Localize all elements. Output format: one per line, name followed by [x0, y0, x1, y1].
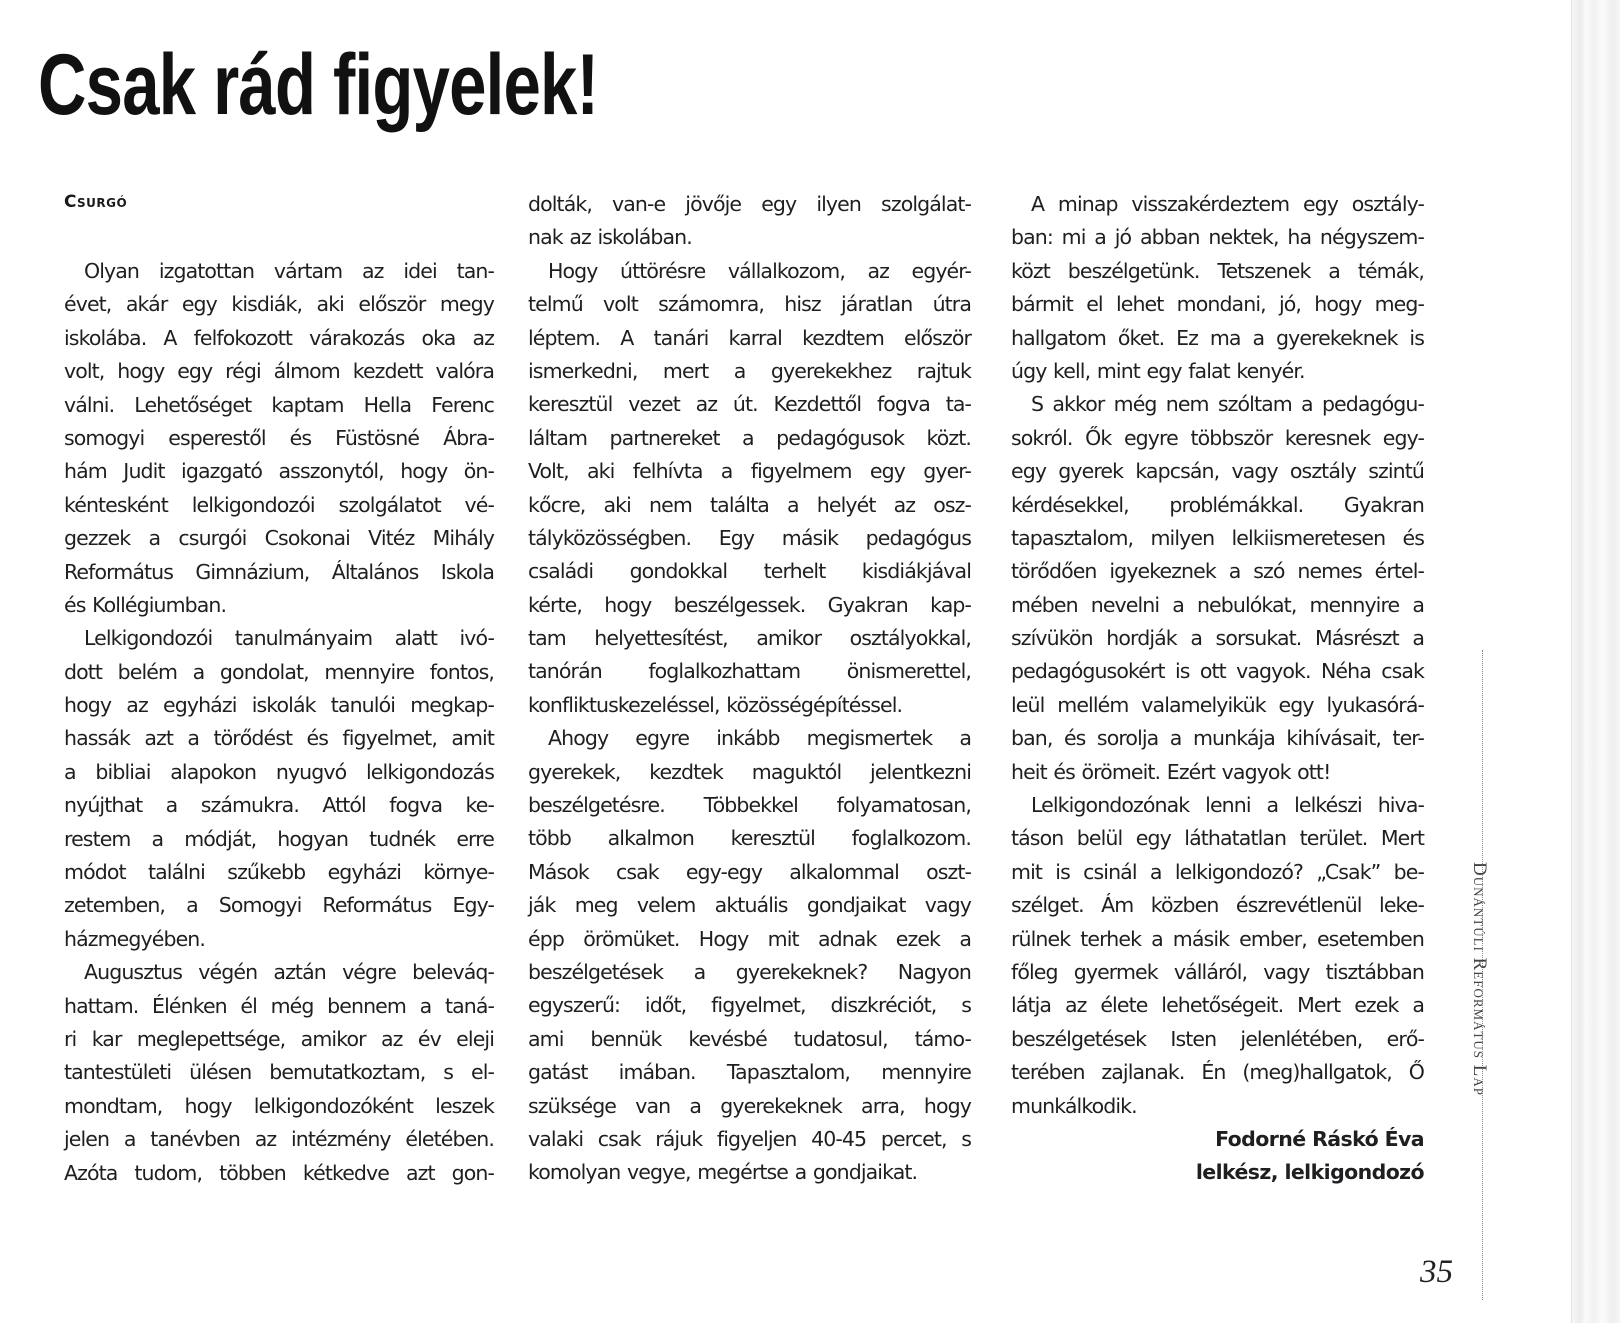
text-line: keresztül vezet az út. Kezdettől fogva ta-	[528, 392, 971, 417]
column-3-lines	[1011, 188, 1424, 1123]
text-line: kéntesként lelkigondozói szolgálatot vé-	[64, 492, 494, 517]
text-line: szívükön hordják a sorsukat. Másrészt a	[1011, 626, 1424, 651]
text-line: főleg gyermek válláról, vagy tisztábban	[1011, 959, 1424, 984]
running-title: Dunántúli Református Lap	[1469, 862, 1490, 1097]
text-line: somogyi esperestől és Füstösné Ábra-	[64, 425, 494, 450]
text-line: pedagógusokért is ott vagyok. Néha csak	[1011, 659, 1424, 684]
text-line: nak az iskolában.	[528, 225, 692, 250]
column-1	[64, 188, 494, 1190]
text-line: léptem. A tanári karral kezdtem először	[528, 325, 971, 350]
text-line: a bibliai alapokon nyugvó lelkigondozás	[64, 759, 494, 784]
text-line: kőcre, aki nem találta a helyét az osz-	[528, 492, 971, 517]
text-line: Lelkigondozói tanulmányaim alatt ivó-	[84, 626, 494, 651]
text-line: Azóta tudom, többen kétkedve azt gon-	[64, 1160, 494, 1185]
text-line: nyújthat a számukra. Attól fogva ke-	[64, 793, 494, 818]
text-line: ri kar meglepettsége, amikor az év eleji	[64, 1026, 494, 1051]
text-line: törődően igyekeznek a szó nemes értel-	[1011, 559, 1424, 584]
text-line: komolyan vegye, megértse a gondjaikat.	[528, 1160, 918, 1185]
text-line: iskolába. A felfokozott várakozás oka az	[64, 325, 494, 350]
text-line: kérdésekkel, problémákkal. Gyakran	[1011, 492, 1424, 517]
text-line: Olyan izgatottan vártam az idei tan-	[84, 259, 494, 283]
text-line: Lelkigondozónak lenni a lelkészi hiva-	[1031, 793, 1424, 818]
text-line: ami bennük kevésbé tudatosul, támo-	[528, 1026, 971, 1051]
text-line: heit és örömeit. Ezért vagyok ott!	[1011, 759, 1331, 784]
text-line: közt beszélgetünk. Tetszenek a témák,	[1011, 258, 1424, 283]
column-2-lines	[528, 188, 971, 1190]
text-line: bármit el lehet mondani, jó, hogy meg-	[1011, 292, 1424, 317]
column-1-lines	[64, 255, 494, 1190]
text-line: gyerekek, kezdtek maguktól jelentkezni	[528, 759, 971, 784]
text-line: konfliktuskezeléssel, közösségépítéssel.	[528, 692, 903, 717]
text-line: módot találni szűkebb egyházi környe-	[64, 860, 494, 885]
text-line: hassák azt a törődést és figyelmet, amit	[64, 726, 494, 751]
column-3	[1011, 188, 1424, 1190]
text-line: láltam partnereket a pedagógusok közt.	[528, 425, 971, 450]
text-line: beszélgetésre. Többekkel folyamatosan,	[528, 793, 971, 818]
text-line: válni. Lehetőséget kaptam Hella Ferenc	[64, 392, 494, 417]
text-line: látja az élete lehetőségeit. Mert ezek a	[1011, 993, 1424, 1018]
text-line: Augusztus végén aztán végre beleváq-	[84, 960, 494, 985]
text-line: mondtam, hogy lelkigondozóként leszek	[64, 1093, 494, 1118]
column-2	[528, 188, 971, 1190]
text-line: hattam. Élénken él még bennem a taná-	[64, 993, 494, 1018]
text-line: több alkalmon keresztül foglalkozom.	[528, 826, 971, 851]
text-line: hám Judit igazgató asszonytól, hogy ön-	[64, 459, 494, 484]
text-line: évet, akár egy kisdiák, aki először megy	[64, 292, 494, 317]
text-line: ják meg velem aktuális gondjaikat vagy	[528, 893, 971, 918]
text-line: Hogy úttörésre vállalkozom, az egyér-	[548, 258, 971, 283]
text-line: épp örömüket. Hogy mit adnak ezek a	[528, 926, 971, 951]
text-line: restem a módját, hogyan tudnék erre	[64, 826, 494, 851]
text-line: dolták, van-e jövője egy ilyen szolgálat-	[528, 192, 971, 216]
text-line: mében nevelni a nebulókat, mennyire a	[1011, 592, 1424, 617]
text-line: Volt, aki felhívta a figyelmem egy gyer-	[528, 459, 971, 484]
text-line: rülnek terhek a másik ember, esetemben	[1011, 926, 1424, 951]
text-line: S akkor még nem szóltam a pedagógu-	[1031, 392, 1424, 417]
text-line: tanórán foglalkozhattam önismerettel,	[528, 659, 971, 684]
text-line: Református Gimnázium, Általános Iskola	[64, 559, 494, 584]
text-line: tályközösségben. Egy másik pedagógus	[528, 525, 971, 550]
text-line: A minap visszakérdeztem egy osztály-	[1031, 192, 1424, 216]
text-line: leül mellém valamelyikük egy lyukasórá-	[1011, 692, 1424, 717]
text-line: gezzek a csurgói Csokonai Vitéz Mihály	[64, 526, 494, 551]
text-line: gatást imában. Tapasztalom, mennyire	[528, 1060, 971, 1085]
text-line: ban, és sorolja a munkája kihívásait, ter-	[1011, 726, 1424, 751]
page-number: 35	[1420, 1254, 1453, 1290]
text-line: ban: mi a jó abban nektek, ha négyszem-	[1011, 225, 1424, 250]
text-line: volt, hogy egy régi álmom kezdett valóra	[64, 359, 494, 384]
text-line: hogy az egyházi iskolák tanulói megkap-	[64, 693, 494, 718]
text-line: munkálkodik.	[1011, 1093, 1137, 1118]
text-line: és Kollégiumban.	[64, 592, 227, 617]
text-line: beszélgetések Isten jelenlétében, erő-	[1011, 1026, 1424, 1051]
text-line: tapasztalom, milyen lelkiismeretesen és	[1011, 525, 1424, 550]
text-line: házmegyében.	[64, 926, 205, 951]
page-edge	[1571, 0, 1620, 1323]
text-line: családi gondokkal terhelt kisdiákjával	[528, 559, 971, 584]
text-line: úgy kell, mint egy falat kenyér.	[1011, 358, 1305, 383]
text-line: zetemben, a Somogyi Református Egy-	[64, 893, 494, 918]
article-location: Csurgó	[64, 192, 128, 212]
text-line: szélget. Ám közben észrevétlenül leke-	[1011, 893, 1424, 918]
text-line: kérte, hogy beszélgessek. Gyakran kap-	[528, 592, 971, 617]
text-line: dott belém a gondolat, mennyire fontos,	[64, 659, 494, 684]
text-line: valaki csak rájuk figyeljen 40-45 percet, s	[528, 1126, 971, 1151]
text-line: terében zajlanak. Én (meg)hallgatok, Ő	[1011, 1060, 1424, 1085]
text-line: telmű volt számomra, hisz járatlan útra	[528, 292, 971, 317]
text-line: beszélgetések a gyerekeknek? Nagyon	[528, 959, 971, 984]
text-line: tam helyettesítést, amikor osztályokkal,	[528, 626, 971, 651]
text-line: egy gyerek kapcsán, vagy osztály szintű	[1011, 459, 1424, 484]
text-line: táson belül egy láthatatlan terület. Mert	[1011, 826, 1424, 851]
text-line: Ahogy egyre inkább megismertek a	[548, 726, 971, 751]
text-line: sokról. Ők egyre többször keresnek egy-	[1011, 425, 1424, 450]
text-line: mit is csinál a lelkigondozó? „Csak” be-	[1011, 859, 1424, 884]
text-line: ismerkedni, mert a gyerekekhez rajtuk	[528, 358, 971, 383]
text-line: Mások csak egy-egy alkalommal oszt-	[528, 859, 971, 884]
author-name: Fodorné Ráskó Éva	[1215, 1126, 1424, 1151]
author-role: lelkész, lelkigondozó	[1195, 1160, 1424, 1185]
text-line: szüksége van a gyerekeknek arra, hogy	[528, 1093, 971, 1118]
text-line: tantestületi ülésen bemutatkoztam, s el-	[64, 1060, 494, 1085]
text-line: hallgatom őket. Ez ma a gyerekeknek is	[1011, 325, 1424, 350]
text-line: egyszerű: időt, figyelmet, diszkréciót, s	[528, 993, 971, 1018]
text-line: jelen a tanévben az intézmény életében.	[64, 1127, 494, 1152]
article-title: Csak rád figyelek!	[38, 37, 599, 133]
